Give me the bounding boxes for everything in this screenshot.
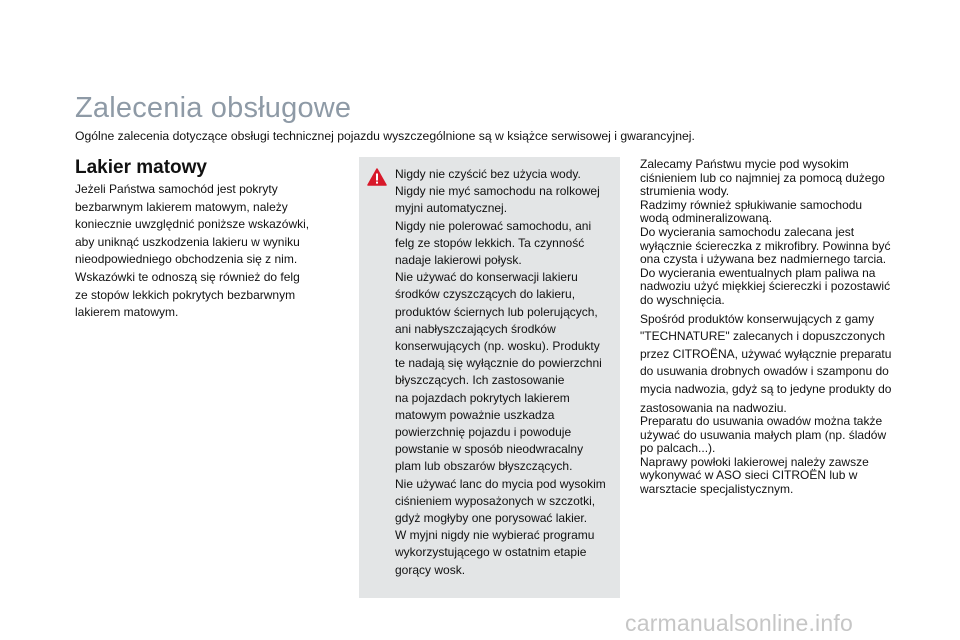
watermark: carmanualsonline.info bbox=[625, 610, 853, 636]
warning-box bbox=[359, 157, 620, 598]
recommendation-line: Do wycierania ewentualnych plam paliwa na bbox=[640, 265, 876, 280]
intro-line: Wskazówki te odnoszą się również do felg bbox=[75, 269, 300, 284]
warning-line: Nie używać do konserwacji lakieru bbox=[395, 270, 578, 285]
warning-exclamation-icon bbox=[367, 168, 387, 186]
intro-line: koniecznie uwzględnić poniższe wskazówki, bbox=[75, 217, 310, 232]
warning-line: myjni automatycznej. bbox=[395, 201, 508, 216]
warning-line: nadaje lakierowi połysk. bbox=[395, 253, 522, 268]
recommendation-line: warsztacie specjalistycznym. bbox=[640, 482, 794, 497]
intro-line: lakierem matowym. bbox=[75, 305, 179, 320]
intro-line: aby uniknąć uszkodzenia lakieru w wyniku bbox=[75, 234, 300, 249]
page-title: Zalecenia obsługowe bbox=[75, 92, 352, 124]
warning-line: gorący wosk. bbox=[395, 562, 466, 577]
recommendation-line: ona czysta i używana bez nadmiernego tarcia. bbox=[640, 252, 887, 267]
warning-line: powierzchnię pojazdu i powoduje bbox=[395, 425, 572, 440]
warning-line: ciśnieniem wyposażonych w szczotki, bbox=[395, 493, 596, 508]
recommendation-line: Preparatu do usuwania owadów można także bbox=[640, 414, 883, 429]
warning-text bbox=[395, 166, 617, 579]
recommendations-column bbox=[640, 158, 910, 497]
recommendation-line: wykonywać w ASO sieci CITROËN lub w bbox=[640, 468, 858, 483]
warning-line: W myjni nigdy nie wybierać programu bbox=[395, 528, 595, 543]
warning-line: wykorzystującego w ostatnim etapie bbox=[395, 545, 587, 560]
warning-line: konserwujących (np. wosku). Produkty bbox=[395, 339, 600, 354]
recommendation-line: przez CITROËNA, używać wyłącznie preparatu bbox=[640, 346, 892, 361]
intro-paragraph bbox=[75, 181, 337, 322]
recommendation-line: wodą odmineralizowaną. bbox=[640, 211, 773, 226]
intro-line: nieodpowiedniego obchodzenia się z nim. bbox=[75, 252, 298, 267]
recommendation-line: Naprawy powłoki lakierowej należy zawsze bbox=[640, 454, 869, 469]
warning-line: Nigdy nie polerować samochodu, ani bbox=[395, 218, 592, 233]
recommendation-line: nadwoziu użyć miękkiej ściereczki i pozostawić bbox=[640, 279, 891, 294]
warning-line: felg ze stopów lekkich. Ta czynność bbox=[395, 235, 585, 250]
intro-line: ze stopów lekkich pokrytych bezbarwnym bbox=[75, 287, 296, 302]
recommendation-line: Spośród produktów konserwujących z gamy bbox=[640, 311, 875, 326]
warning-line: Nigdy nie myć samochodu na rolkowej bbox=[395, 184, 600, 199]
recommendation-line: Radzimy również spłukiwanie samochodu bbox=[640, 197, 863, 212]
warning-line: plam lub obszarów błyszczących. bbox=[395, 459, 573, 474]
section-heading: Lakier matowy bbox=[75, 157, 207, 178]
warning-line: Nigdy nie czyścić bez użycia wody. bbox=[395, 167, 581, 181]
recommendation-line: do wyschnięcia. bbox=[640, 292, 725, 307]
recommendation-line: używać do usuwania małych plam (np. śladów bbox=[640, 427, 887, 442]
recommendation-line: po palcach...). bbox=[640, 441, 716, 456]
recommendation-line: wyłącznie ściereczka z mikrofibry. Powinna być bbox=[640, 238, 891, 253]
recommendation-line: mycia nadwozia, gdyż są to jedyne produkty do bbox=[640, 381, 892, 396]
intro-line: Jeżeli Państwa samochód jest pokryty bbox=[75, 182, 278, 196]
recommendation-line: Zalecamy Państwu mycie pod wysokim bbox=[640, 157, 849, 171]
warning-line: gdyż mogłyby one porysować lakier. bbox=[395, 511, 588, 526]
recommendation-line: zastosowania na nadwoziu. bbox=[640, 400, 787, 415]
recommendation-line: "TECHNATURE" zalecanych i dopuszczonych bbox=[640, 329, 886, 344]
warning-line: błyszczących. Ich zastosowanie bbox=[395, 373, 565, 388]
recommendation-line: do usuwania drobnych owadów i szamponu do bbox=[640, 364, 889, 379]
warning-line: produktów ściernych lub polerujących, bbox=[395, 304, 598, 319]
recommendation-line: ciśnieniem lub co najmniej za pomocą dużego bbox=[640, 170, 885, 185]
intro-line: bezbarwnym lakierem matowym, należy bbox=[75, 199, 288, 214]
page-subtitle: Ogólne zalecenia dotyczące obsługi technicznej pojazdu wyszczególnione są w książce serwisowej i gwarancyjnej. bbox=[75, 129, 695, 143]
warning-line: ani nabłyszczających środków bbox=[395, 321, 556, 336]
warning-line: Nie używać lanc do mycia pod wysokim bbox=[395, 476, 606, 491]
recommendation-line: strumienia wody. bbox=[640, 184, 730, 199]
recommendation-line: Do wycierania samochodu zalecana jest bbox=[640, 224, 855, 239]
warning-line: te nadają się wyłącznie do powierzchni bbox=[395, 356, 602, 371]
warning-line: powstanie w sposób nieodwracalny bbox=[395, 442, 584, 457]
warning-line: matowym poważnie uszkadza bbox=[395, 407, 555, 422]
warning-line: środków czyszczących do lakieru, bbox=[395, 287, 576, 302]
warning-line: na pojazdach pokrytych lakierem bbox=[395, 390, 570, 405]
